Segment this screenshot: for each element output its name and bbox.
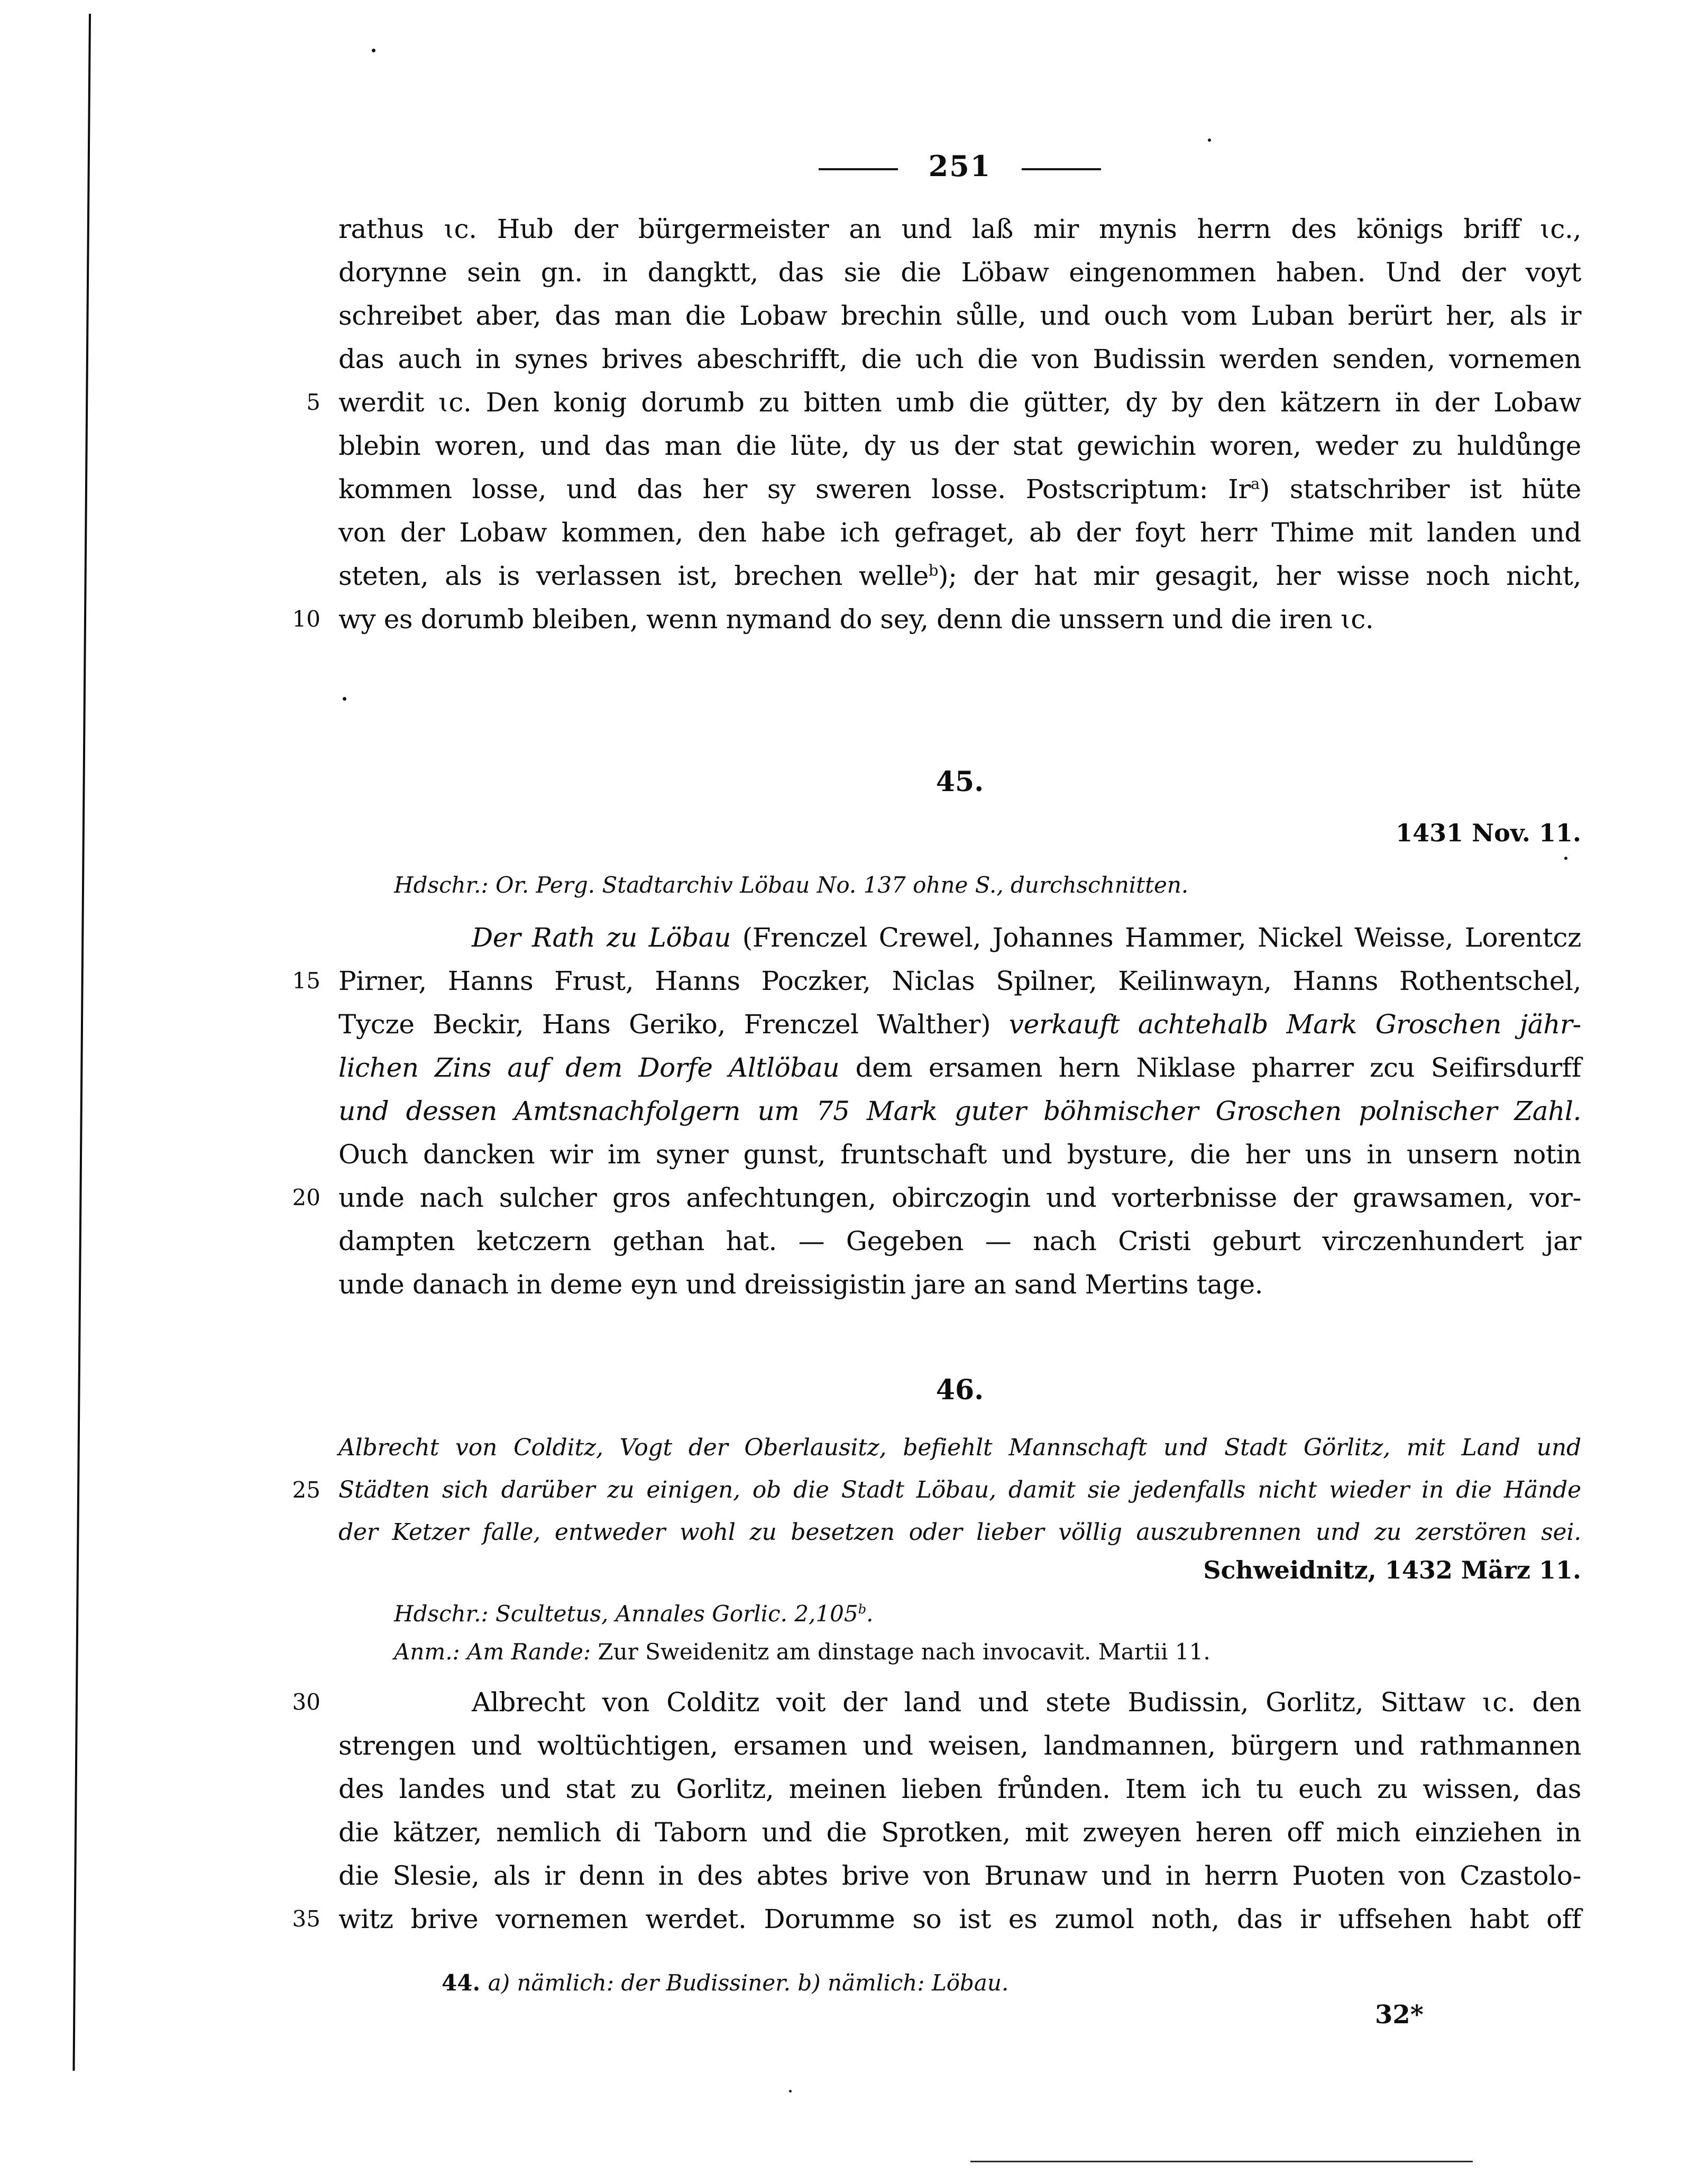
footnote-44 [442, 1968, 1581, 1998]
text-run: Zur Sweidenitz am dinstage nach invocavit. Martii 11. [598, 1639, 1210, 1665]
text-run: witz brive vornemen werdet. Dorumme so ist es zumol noth, das ir uffsehen habt off [338, 1904, 1581, 1934]
text-line [338, 1089, 1581, 1133]
text-run: die Slesie, als ir denn in des abtes brive von Brunaw und in herrn Puoten von Czastolo- [338, 1860, 1581, 1891]
scan-speck [1564, 857, 1567, 860]
text-run: wy es dorumb bleiben, wenn nymand do sey, denn die unssern und die iren ɩc. [338, 604, 1374, 635]
text-run: 44. [442, 1970, 488, 1996]
text-line [338, 959, 1581, 1003]
text-run: werdit ɩc. Den konig dorumb zu bitten umb die gütter, dy by den kätzern in der Lobaw [338, 387, 1581, 418]
text-run: und dessen Amtsnachfolgern um 75 Mark guter böhmischer Groschen polnischer Zahl. [338, 1096, 1581, 1126]
header-dash-left [819, 168, 898, 170]
text-line [394, 870, 1581, 900]
text-run: Der Rath zu Löbau [472, 922, 742, 953]
header-dash-right [1022, 168, 1101, 170]
text-line [338, 1263, 1581, 1306]
scan-speck [343, 697, 346, 701]
text-line [338, 1854, 1581, 1897]
text-line [338, 916, 1581, 959]
text-line [338, 554, 1581, 598]
entry-46-heading: 46. [935, 1374, 984, 1406]
entry-46-date: Schweidnitz, 1432 März 11. [1203, 1556, 1581, 1584]
margin-line-number: 5 [306, 389, 320, 415]
entry-46-summary-text [292, 1427, 1581, 1554]
text-line [338, 1811, 1581, 1854]
entry-46-body-text [292, 1681, 1581, 1941]
text-run: Albrecht von Colditz voit der land und stete Budissin, Gorlitz, Sittaw ɩc. den [472, 1687, 1581, 1718]
text-run: b [858, 1601, 867, 1617]
text-line [338, 598, 1581, 641]
text-line [338, 381, 1581, 424]
text-run: (Frenczel Crewel, Johannes Hammer, Nickel Weisse, Lorentcz [742, 922, 1581, 953]
margin-line-number: 35 [292, 1906, 320, 1932]
text-line [338, 337, 1581, 381]
text-run: unde nach sulcher gros anfechtungen, obirczogin und vorterbnisse der grawsamen, vor- [338, 1182, 1581, 1213]
text-run: von der Lobaw kommen, den habe ich gefraget, ab der foyt herr Thime mit landen und [338, 517, 1581, 548]
scan-speck [372, 49, 375, 52]
margin-line-number: 30 [292, 1689, 320, 1715]
text-run: . [866, 1601, 874, 1627]
text-run: a) nämlich: der Budissiner. b) nämlich: Löbau. [488, 1970, 1009, 1996]
entry-45-heading: 45. [935, 766, 984, 798]
entry-46-source-line [394, 1599, 1581, 1629]
text-run: dorynne sein gn. in dangktt, das sie die Löbaw eingenommen haben. Und der voyt [338, 257, 1581, 288]
text-run: der Ketzer falle, entweder wohl zu besetzen oder lieber völlig auszubrennen und zu zerstören sei. [338, 1519, 1581, 1546]
text-line [338, 467, 1581, 511]
text-run: verkauft achtehalb Mark Groschen jähr- [1008, 1009, 1581, 1040]
text-run: Städten sich darüber zu einigen, ob die Stadt Löbau, damit sie jedenfalls nicht wieder in die Hände [338, 1476, 1581, 1503]
text-line [394, 1637, 1581, 1667]
text-run: schreibet aber, das man die Lobaw brechin sůlle, und ouch vom Luban berürt her, als ir [338, 300, 1581, 331]
entry-46-note-line [394, 1637, 1581, 1667]
text-run: Albrecht von Colditz, Vogt der Oberlausitz, befiehlt Mannschaft und Stadt Görlitz, mit Land und [338, 1434, 1581, 1461]
text-run: Ouch dancken wir im syner gunst, fruntschaft und bysture, die her uns in unsern notin [338, 1139, 1581, 1170]
text-line [338, 1133, 1581, 1176]
text-line [338, 1767, 1581, 1811]
text-run: dampten ketczern gethan hat. — Gegeben — nach Cristi geburt virczenhundert jar [338, 1226, 1581, 1256]
text-run: die kätzer, nemlich di Taborn und die Sprotken, mit zweyen heren off mich einziehen in [338, 1817, 1581, 1848]
text-run: Hdschr.: Or. Perg. Stadtarchiv Löbau No. 137 ohne S., durchschnitten. [394, 872, 1189, 898]
text-line [338, 1511, 1581, 1554]
scan-gutter-line [72, 14, 91, 2071]
text-run: das auch in synes brives abeschrifft, die uch die von Budissin werden senden, vornemen [338, 344, 1581, 374]
margin-line-number: 20 [292, 1185, 320, 1210]
text-run: rathus ɩc. Hub der bürgermeister an und laß mir mynis herrn des königs briff ɩc., [338, 214, 1581, 244]
text-line [338, 251, 1581, 294]
text-run: lichen Zins auf dem Dorfe Altlöbau [338, 1052, 856, 1083]
text-run: Pirner, Hanns Frust, Hanns Poczker, Niclas Spilner, Keilinwayn, Hanns Rothentschel, [338, 966, 1581, 996]
text-run: b [928, 561, 938, 580]
margin-line-number: 15 [292, 968, 320, 994]
text-run: a [1250, 474, 1260, 493]
text-run: Tycze Beckir, Hans Geriko, Frenczel Walther) [338, 1009, 1009, 1040]
text-run: steten, als is verlassen ist, brechen welle [338, 561, 929, 591]
scan-bottom-line [970, 2161, 1473, 2162]
text-line [338, 1176, 1581, 1219]
scan-speck [1208, 139, 1211, 142]
entry-45-source-line [394, 870, 1581, 900]
text-line [338, 1681, 1581, 1724]
scan-speck [789, 2090, 792, 2093]
text-run: strengen und woltüchtigen, ersamen und weisen, landmannen, bürgern und rathmannen [338, 1730, 1581, 1761]
text-line [338, 207, 1581, 251]
margin-line-number: 25 [292, 1477, 320, 1503]
entry-44-continuation-text [292, 207, 1582, 641]
page-number: 251 [928, 149, 992, 183]
text-run: ) statschriber ist hüte [1259, 474, 1582, 504]
text-run: dem ersamen hern Niklase pharrer zcu Seifirsdurff [855, 1052, 1581, 1083]
text-run: Anm.: Am Rande: [394, 1639, 598, 1665]
text-line [442, 1968, 1581, 1998]
entry-45-date: 1431 Nov. 11. [1396, 819, 1581, 847]
text-line [338, 294, 1581, 337]
text-line [338, 511, 1581, 554]
text-line [338, 1046, 1581, 1089]
text-run: blebin woren, und das man die lüte, dy us der stat gewichin woren, weder zu huldůnge [338, 430, 1581, 461]
text-line [338, 1427, 1581, 1469]
text-line [338, 1897, 1581, 1941]
text-line [338, 1219, 1581, 1263]
signature-mark: 32* [1375, 2000, 1424, 2030]
text-line [394, 1599, 1581, 1629]
text-line [338, 1724, 1581, 1767]
text-run: ); der hat mir gesagit, her wisse noch nicht, [938, 561, 1581, 591]
running-head [338, 149, 1581, 183]
text-run: des landes und stat zu Gorlitz, meinen lieben frůnden. Item ich tu euch zu wissen, das [338, 1774, 1581, 1804]
text-run: kommen losse, und das her sy sweren losse. Postscriptum: Ir [338, 474, 1251, 504]
text-run: unde danach in deme eyn und dreissigistin jare an sand Mertins tage. [338, 1269, 1263, 1300]
text-run: Hdschr.: Scultetus, Annales Gorlic. 2,105 [394, 1601, 858, 1627]
entry-45-body-text [292, 916, 1581, 1306]
text-line [338, 1003, 1581, 1046]
margin-line-number: 10 [292, 606, 320, 632]
text-line [338, 424, 1581, 467]
text-line [338, 1469, 1581, 1511]
